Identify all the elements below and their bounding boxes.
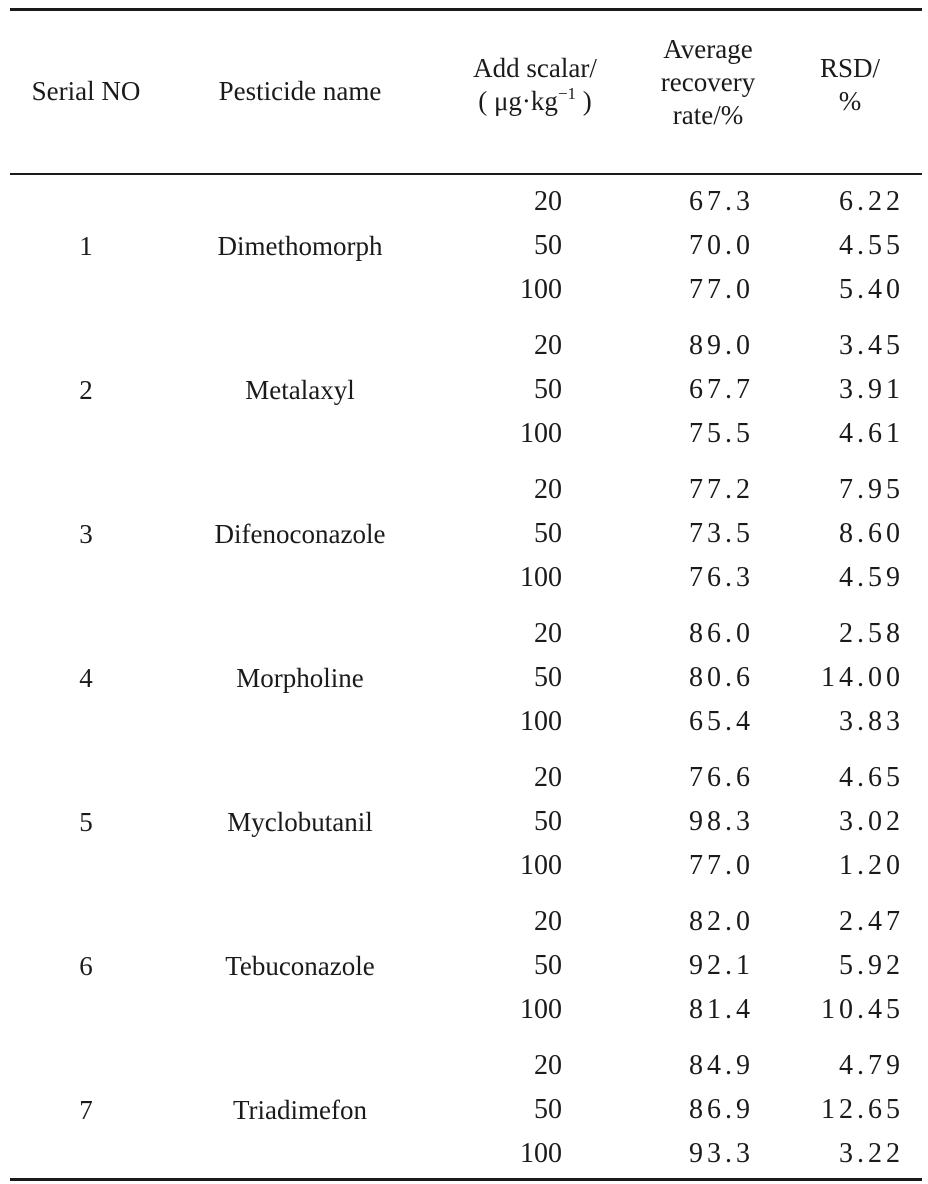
add-scalar-cell: 20 — [534, 618, 562, 649]
average-recovery-cell: 70.0 — [689, 230, 754, 261]
average-recovery-cell: 80.6 — [689, 662, 754, 693]
pesticide-name-cell: Triadimefon — [233, 1095, 367, 1125]
add-scalar-cell: 100 — [520, 994, 562, 1025]
serial-number-cell: 4 — [79, 663, 93, 693]
add-scalar-cell: 50 — [534, 806, 562, 837]
table-header-rule — [10, 173, 922, 175]
rsd-cell: 14.00 — [821, 662, 904, 693]
rsd-cell: 2.47 — [839, 906, 904, 937]
rsd-cell: 5.40 — [839, 274, 904, 305]
table-row-group — [0, 324, 928, 456]
header-add-scalar-line1: Add scalar/ — [473, 53, 597, 83]
pesticide-name-cell: Difenoconazole — [214, 519, 386, 549]
average-recovery-cell: 86.9 — [689, 1094, 754, 1125]
rsd-cell: 3.83 — [839, 706, 904, 737]
add-scalar-cell: 50 — [534, 518, 562, 549]
table-row — [0, 1088, 928, 1132]
table-row — [0, 1044, 928, 1088]
average-recovery-cell: 82.0 — [689, 906, 754, 937]
add-scalar-cell: 50 — [534, 230, 562, 261]
average-recovery-cell: 76.6 — [689, 762, 754, 793]
table-row-group — [0, 900, 928, 1032]
rsd-cell: 2.58 — [839, 618, 904, 649]
add-scalar-cell: 50 — [534, 662, 562, 693]
header-unit-text: ( μg·kg — [478, 85, 558, 116]
average-recovery-cell: 92.1 — [689, 950, 754, 981]
average-recovery-cell: 81.4 — [689, 994, 754, 1025]
rsd-cell: 8.60 — [839, 518, 904, 549]
average-recovery-cell: 73.5 — [689, 518, 754, 549]
pesticide-name-cell: Dimethomorph — [217, 231, 383, 261]
table-row — [0, 900, 928, 944]
header-serial-no: Serial NO — [31, 76, 141, 106]
add-scalar-cell: 20 — [534, 330, 562, 361]
pesticide-name-cell: Morpholine — [236, 663, 364, 693]
rsd-cell: 1.20 — [839, 850, 904, 881]
add-scalar-cell: 20 — [534, 1050, 562, 1081]
table-row — [0, 700, 928, 744]
average-recovery-cell: 76.3 — [689, 562, 754, 593]
header-rsd-line2: % — [838, 85, 862, 116]
rsd-cell: 3.91 — [839, 374, 904, 405]
rsd-cell: 4.79 — [839, 1050, 904, 1081]
add-scalar-cell: 20 — [534, 474, 562, 505]
rsd-cell: 5.92 — [839, 950, 904, 981]
header-pesticide-name: Pesticide name — [218, 76, 382, 106]
header-add-scalar — [440, 52, 630, 118]
serial-number-cell: 5 — [79, 807, 93, 837]
average-recovery-cell: 65.4 — [689, 706, 754, 737]
table-row — [0, 800, 928, 844]
add-scalar-cell: 20 — [534, 186, 562, 217]
average-recovery-cell: 84.9 — [689, 1050, 754, 1081]
table-row — [0, 656, 928, 700]
serial-number-cell: 6 — [79, 951, 93, 981]
add-scalar-cell: 50 — [534, 950, 562, 981]
add-scalar-cell: 50 — [534, 374, 562, 405]
pesticide-name-cell: Tebuconazole — [225, 951, 375, 981]
table-row — [0, 512, 928, 556]
header-unit-close: ) — [576, 85, 592, 116]
table-top-rule — [10, 8, 922, 11]
table-row — [0, 556, 928, 600]
add-scalar-cell: 20 — [534, 906, 562, 937]
header-average-recovery-rate — [640, 33, 776, 132]
table-row — [0, 412, 928, 456]
table-row — [0, 988, 928, 1032]
average-recovery-cell: 98.3 — [689, 806, 754, 837]
table-row-group — [0, 1044, 928, 1176]
add-scalar-cell: 100 — [520, 850, 562, 881]
add-scalar-cell: 20 — [534, 762, 562, 793]
rsd-cell: 4.61 — [839, 418, 904, 449]
header-avg-line2: recovery — [660, 66, 756, 97]
table-row-group — [0, 180, 928, 312]
rsd-cell: 3.02 — [839, 806, 904, 837]
serial-number-cell: 2 — [79, 375, 93, 405]
average-recovery-cell: 77.0 — [689, 850, 754, 881]
table-row — [0, 324, 928, 368]
add-scalar-cell: 100 — [520, 418, 562, 449]
add-scalar-cell: 100 — [520, 562, 562, 593]
table-bottom-rule — [10, 1178, 922, 1181]
average-recovery-cell: 67.7 — [689, 374, 754, 405]
rsd-cell: 4.55 — [839, 230, 904, 261]
average-recovery-cell: 86.0 — [689, 618, 754, 649]
add-scalar-cell: 100 — [520, 1138, 562, 1169]
table-row — [0, 944, 928, 988]
rsd-cell: 6.22 — [839, 186, 904, 217]
pesticide-name-cell: Metalaxyl — [245, 375, 355, 405]
serial-number-cell: 1 — [79, 231, 93, 261]
table-row-group — [0, 612, 928, 744]
add-scalar-cell: 50 — [534, 1094, 562, 1125]
average-recovery-cell: 77.0 — [689, 274, 754, 305]
rsd-cell: 3.22 — [839, 1138, 904, 1169]
table-row — [0, 1132, 928, 1176]
table-row — [0, 468, 928, 512]
serial-number-cell: 3 — [79, 519, 93, 549]
serial-number-cell: 7 — [79, 1095, 93, 1125]
average-recovery-cell: 75.5 — [689, 418, 754, 449]
table-row — [0, 756, 928, 800]
pesticide-name-cell: Myclobutanil — [227, 807, 373, 837]
rsd-cell: 12.65 — [821, 1094, 904, 1125]
table-row-group — [0, 756, 928, 888]
table-row — [0, 180, 928, 224]
table-row — [0, 224, 928, 268]
table-row — [0, 268, 928, 312]
add-scalar-cell: 100 — [520, 706, 562, 737]
header-rsd — [790, 52, 910, 118]
rsd-cell: 7.95 — [839, 474, 904, 505]
table-row — [0, 612, 928, 656]
header-unit-exponent: −1 — [557, 83, 577, 103]
rsd-cell: 4.65 — [839, 762, 904, 793]
table-row — [0, 844, 928, 888]
rsd-cell: 10.45 — [821, 994, 904, 1025]
header-avg-line3: rate/% — [672, 99, 744, 130]
add-scalar-cell: 100 — [520, 274, 562, 305]
header-rsd-line1: RSD/ — [819, 53, 881, 83]
rsd-cell: 3.45 — [839, 330, 904, 361]
header-add-scalar-unit — [440, 85, 630, 118]
average-recovery-cell: 89.0 — [689, 330, 754, 361]
average-recovery-cell: 77.2 — [689, 474, 754, 505]
header-avg-line1: Average — [663, 34, 753, 64]
rsd-cell: 4.59 — [839, 562, 904, 593]
average-recovery-cell: 67.3 — [689, 186, 754, 217]
table-row — [0, 368, 928, 412]
table-row-group — [0, 468, 928, 600]
average-recovery-cell: 93.3 — [689, 1138, 754, 1169]
